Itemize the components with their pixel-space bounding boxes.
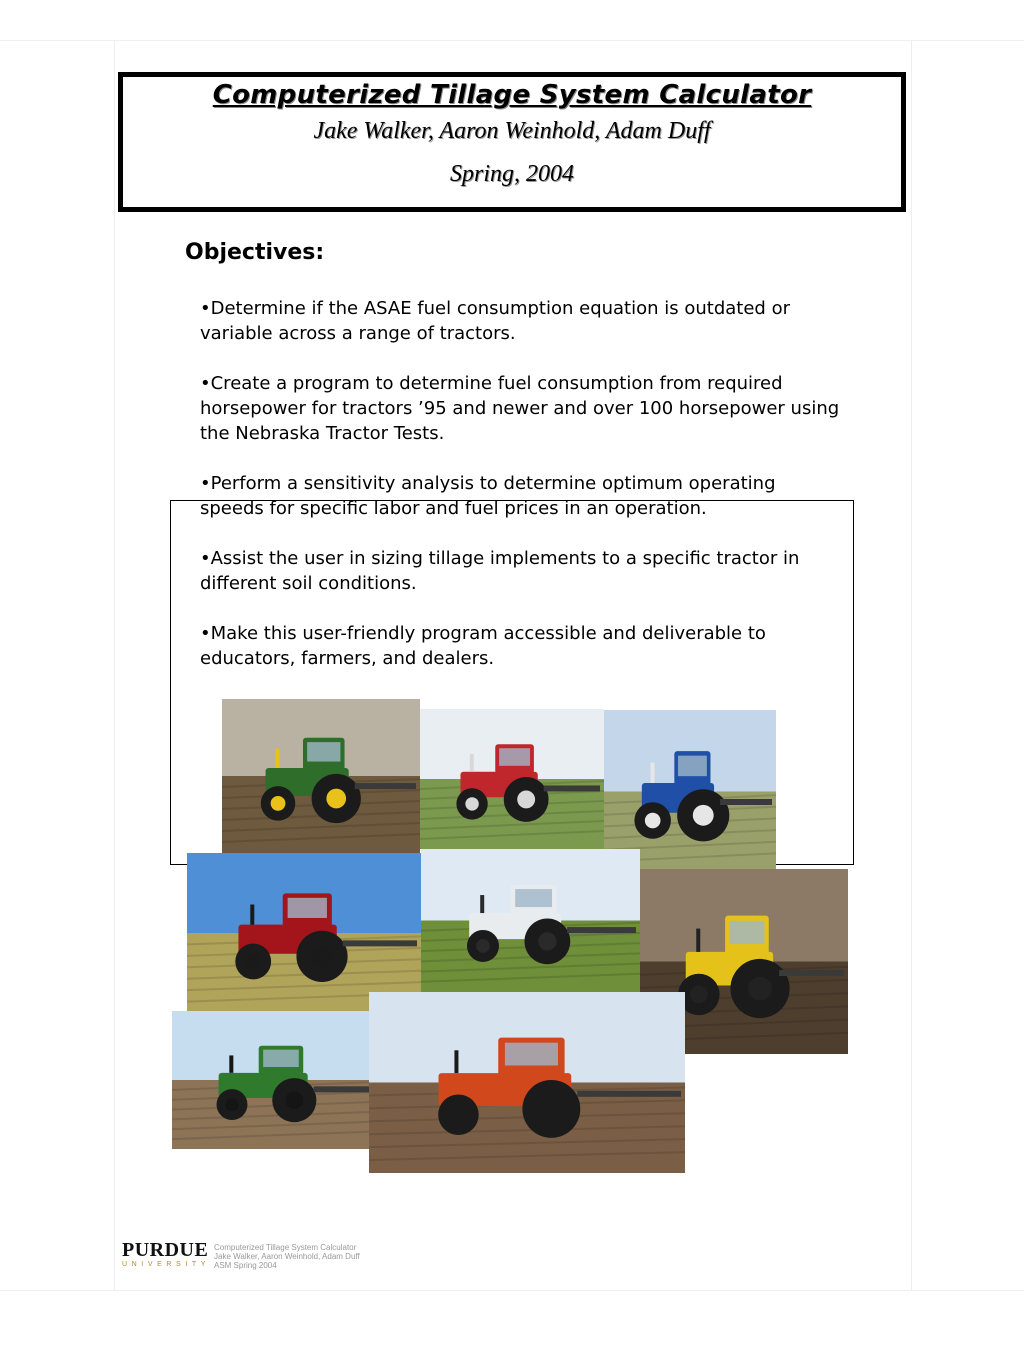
objective-item: •Determine if the ASAE fuel consumption equation is outdated or variable across a range of tractors. <box>200 298 790 344</box>
objective-item: •Assist the user in sizing tillage implements to a specific tractor in different soil conditions. <box>200 548 800 594</box>
footer-caption-line: Jake Walker, Aaron Weinhold, Adam Duff <box>214 1252 360 1261</box>
poster-date: Spring, 2004 <box>449 161 574 187</box>
poster-title: Computerized Tillage System Calculator <box>212 80 812 110</box>
green-tracked-tractor-with-cultivator-photo <box>222 699 420 853</box>
footer-caption-line: ASM Spring 2004 <box>214 1261 277 1270</box>
bottom-rule <box>0 1290 1024 1291</box>
purdue-logo <box>122 1240 210 1270</box>
objective-item: •Perform a sensitivity analysis to determine optimum operating speeds for specific labor and fuel prices in an operation. <box>200 473 776 519</box>
red-tractor-on-grass-photo <box>420 709 604 849</box>
purdue-logo-word: PURDUE <box>122 1239 209 1261</box>
red-articulated-tractor-with-planter-photo <box>187 853 421 1013</box>
objectives-list <box>200 296 840 696</box>
title-box <box>118 72 906 212</box>
poster-authors: Jake Walker, Aaron Weinhold, Adam Duff <box>313 118 711 144</box>
footer-caption-line: Computerized Tillage System Calculator <box>214 1243 357 1252</box>
objective-item: •Create a program to determine fuel consumption from required horsepower for tractors ’95 and newer and over 100 horsepower using the Nebraska Tractor Tests. <box>200 373 840 444</box>
white-tractor-in-field-photo <box>421 849 640 992</box>
objective-item: •Make this user-friendly program accessible and deliverable to educators, farmers, and dealers. <box>200 623 766 669</box>
green-tractor-with-disk-harrow-photo <box>172 1011 384 1149</box>
purdue-logo-subtitle: UNIVERSITY <box>122 1261 211 1268</box>
orange-tractor-with-disk-photo <box>369 992 685 1173</box>
objectives-heading: Objectives: <box>185 240 325 265</box>
footer-caption <box>214 1243 360 1270</box>
